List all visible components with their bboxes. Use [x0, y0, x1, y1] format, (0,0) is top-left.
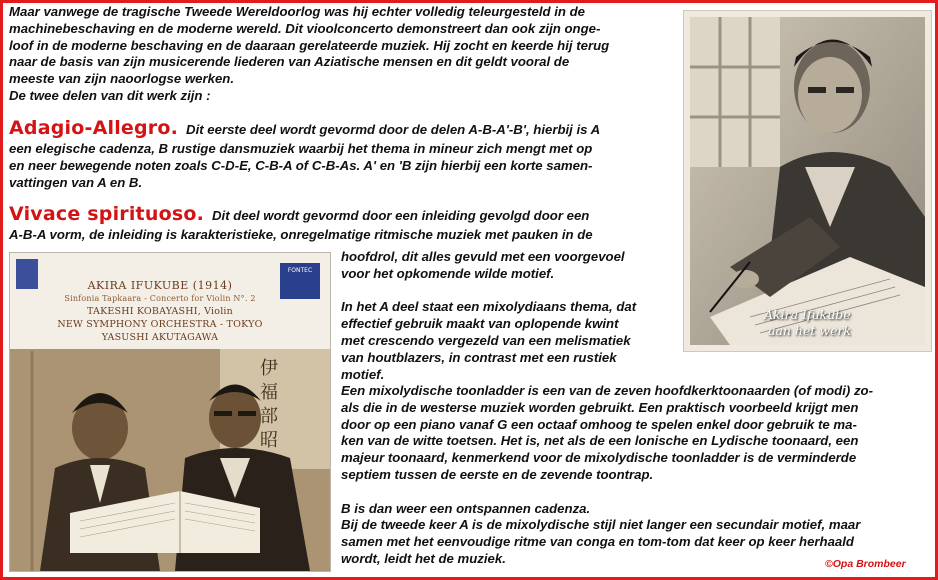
section2-line: voor het opkomende wilde motief. — [341, 265, 555, 281]
fontec-label: FONTEC — [287, 267, 313, 274]
intro-line: Maar vanwege de tragische Tweede Wereldoorlog was hij echter volledig teleurgesteld in de — [9, 4, 586, 19]
section2-narrow-text — [341, 249, 636, 383]
section2-wide-line — [341, 484, 873, 501]
section1-line: en neer bewegende noten zoals C-D-E, C-B-A of C-B-As. A' en 'B zijn hierbij een korte samen- — [9, 157, 593, 173]
album-work: Sinfonia Tapkaara - Concerto for Violin N°. 2 — [64, 294, 256, 303]
section1-line: vattingen van A en B. — [9, 174, 143, 190]
copyright-credit: ©Opa Brombeer — [825, 558, 906, 570]
section1-line: een elegische cadenza, B rustige dansmuziek waarbij het thema in mineur zich mengt met op — [9, 141, 593, 156]
album-title-block — [10, 279, 310, 344]
photo-image — [690, 17, 925, 345]
intro-line: loof in de moderne beschaving en de daaraan gerelateerde muziek. Hij zocht en keerde hij terug — [9, 37, 610, 53]
section2-wide-line: Een mixolydische toonladder is een van de zeven hoofdkerktoonaarden (of modi) zo- — [341, 383, 873, 398]
album-violinist: TAKESHI KOBAYASHI, Violin — [87, 306, 233, 317]
photo-illustration — [690, 17, 925, 345]
section1-first-line: Dit eerste deel wordt gevormd door de delen A-B-A'-B', hierbij is A — [186, 122, 601, 137]
intro-paragraph — [9, 4, 609, 105]
section2-wide-line: B is dan weer een ontspannen cadenza. — [341, 500, 591, 516]
section-vivace — [9, 203, 593, 244]
section2-full-line: A-B-A vorm, de inleiding is karakteristieke, onregelmatige ritmische muziek met pauken in de — [9, 227, 593, 242]
section2-wide-text — [341, 383, 873, 568]
intro-line: naar de basis van zijn musicerende liederen van Aziatische mensen en dit geldt vooral de — [9, 54, 570, 70]
intro-line: meeste van zijn naoorlogse werken. — [9, 71, 234, 87]
section2-line — [341, 283, 636, 300]
section2-wide-line: samen met het eenvoudige ritme van conga en tom-tom dat keer op keer herhaald — [341, 534, 854, 550]
section2-wide-line: wordt, leidt het de muziek. — [341, 550, 506, 566]
photo-ifukube-at-work — [684, 11, 931, 351]
intro-line: machinebeschaving en de moderne wereld. Dit vioolconcerto demonstreert dan ook zijn onge- — [9, 20, 601, 36]
section2-line: hoofdrol, dit alles gevuld met een voorgevoel — [341, 249, 625, 264]
section2-line: van houtblazers, in contrast met een rustiek — [341, 349, 617, 365]
intro-line: De twee delen van dit werk zijn : — [9, 87, 211, 103]
heading-vivace-spirituoso: Vivace spirituoso. — [9, 203, 205, 225]
photo-caption — [764, 307, 851, 339]
section2-line: In het A deel staat een mixolydiaans thema, dat — [341, 299, 637, 315]
section-adagio — [9, 117, 600, 191]
album-calligraphy: 伊 福 部 昭 — [260, 358, 278, 451]
album-orchestra: NEW SYMPHONY ORCHESTRA - TOKYO — [57, 319, 263, 330]
section2-line: motief. — [341, 366, 385, 382]
section2-wide-line: Bij de tweede keer A is de mixolydische stijl niet langer een secundair motief, maar — [341, 517, 861, 533]
section2-wide-line: majeur toonaard, kenmerkend voor de mixolydische toonladder is de verminderde — [341, 450, 857, 466]
heading-adagio-allegro: Adagio-Allegro. — [9, 117, 179, 139]
section2-first-line: Dit deel wordt gevormd door een inleiding gevolgd door een — [212, 208, 590, 223]
section2-wide-line: ken van de witte toetsen. Het is, net als de een lonische en Lydische toonaard, een — [341, 433, 859, 449]
section2-line: met crescendo vergezeld van een melismatiek — [341, 332, 631, 348]
album-conductor: YASUSHI AKUTAGAWA — [101, 332, 219, 343]
album-cover — [10, 253, 330, 571]
section2-wide-line: door op een piano vanaf G een octaaf omhoog te spelen enkel door gebruik te ma- — [341, 416, 857, 432]
section2-line: effectief gebruik maakt van oplopende kwint — [341, 316, 619, 332]
section2-wide-line: als die in de westerse muziek worden gebruikt. Een praktisch voorbeeld krijgt men — [341, 399, 859, 415]
caption-line: Akira Ifukube — [764, 307, 851, 322]
caption-line: aan het werk — [768, 323, 852, 338]
album-composer: AKIRA IFUKUBE (1914) — [87, 279, 233, 292]
section2-wide-line: septiem tussen de eerste en de zevende toontrap. — [341, 466, 654, 482]
